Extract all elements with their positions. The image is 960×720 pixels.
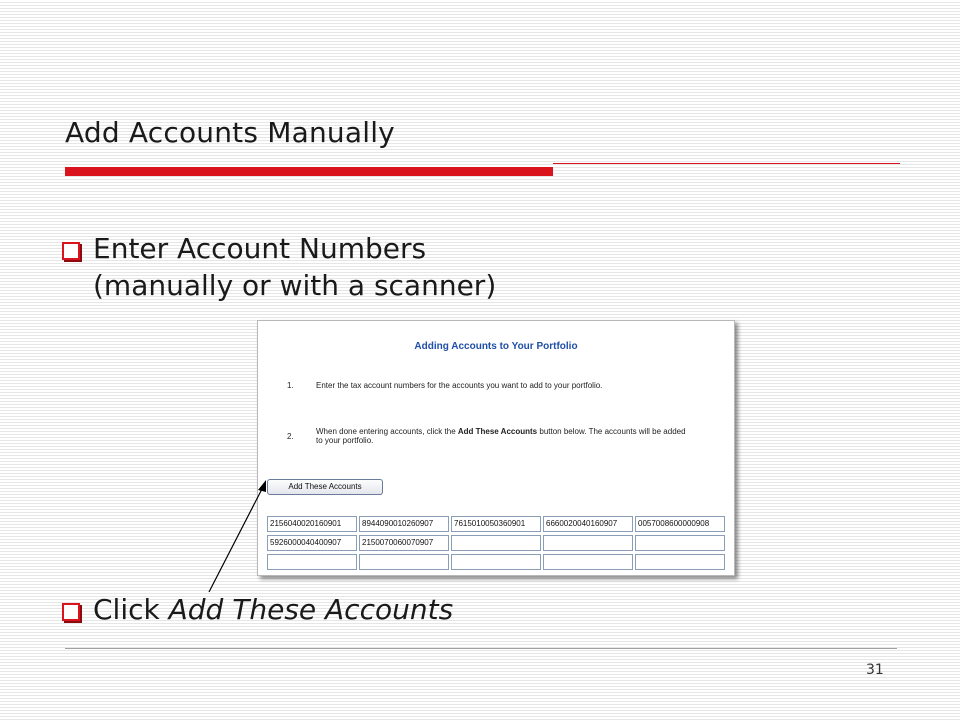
bullet-text: [93, 230, 496, 304]
screenshot-heading: Adding Accounts to Your Portfolio: [414, 341, 578, 352]
title-underline-thick: [65, 167, 553, 176]
account-input[interactable]: 2156040020160901: [267, 516, 357, 532]
account-input[interactable]: [359, 554, 449, 570]
bullet-text: [93, 591, 453, 628]
step-2-text-after: button below. The accounts will be added to your portfolio.: [316, 427, 686, 445]
account-input[interactable]: 5926000040400907: [267, 535, 357, 551]
pointer-arrow-line: [209, 487, 263, 592]
bullet-click-add-these-accounts: [62, 591, 453, 628]
step-2-number: 2.: [287, 432, 294, 441]
account-input[interactable]: [451, 535, 541, 551]
bullet-line-1: Enter Account Numbers: [93, 232, 427, 265]
bullet-enter-account-numbers: [62, 230, 496, 304]
page-number: 31: [866, 662, 884, 678]
checkbox-bullet-icon: [62, 242, 80, 260]
bullet-emphasis: Add These Accounts: [168, 593, 454, 626]
bullet-prefix: Click: [93, 593, 169, 626]
account-input[interactable]: [543, 554, 633, 570]
step-2-text: [316, 427, 686, 445]
account-input[interactable]: 8944090010260907: [359, 516, 449, 532]
checkbox-bullet-icon: [62, 603, 80, 621]
step-1-text: Enter the tax account numbers for the accounts you want to add to your portfolio.: [316, 381, 603, 390]
embedded-screenshot: [257, 320, 735, 576]
slide-title: Add Accounts Manually: [65, 116, 395, 149]
account-input[interactable]: 0057008600000908: [635, 516, 725, 532]
account-input[interactable]: [635, 535, 725, 551]
step-2-text-bold: Add These Accounts: [457, 427, 538, 436]
account-input[interactable]: [543, 535, 633, 551]
bullet-line-2: (manually or with a scanner): [93, 269, 497, 302]
account-number-grid: [267, 516, 725, 570]
account-input[interactable]: 6660020040160907: [543, 516, 633, 532]
add-these-accounts-button[interactable]: Add These Accounts: [267, 479, 383, 495]
account-input[interactable]: 7615010050360901: [451, 516, 541, 532]
step-1-number: 1.: [287, 381, 294, 390]
account-input[interactable]: 2150070060070907: [359, 535, 449, 551]
account-input[interactable]: [451, 554, 541, 570]
title-underline-thin: [553, 163, 900, 164]
account-input[interactable]: [267, 554, 357, 570]
footer-rule: [65, 648, 897, 649]
step-2-text-before: When done entering accounts, click the: [316, 427, 458, 436]
account-input[interactable]: [635, 554, 725, 570]
